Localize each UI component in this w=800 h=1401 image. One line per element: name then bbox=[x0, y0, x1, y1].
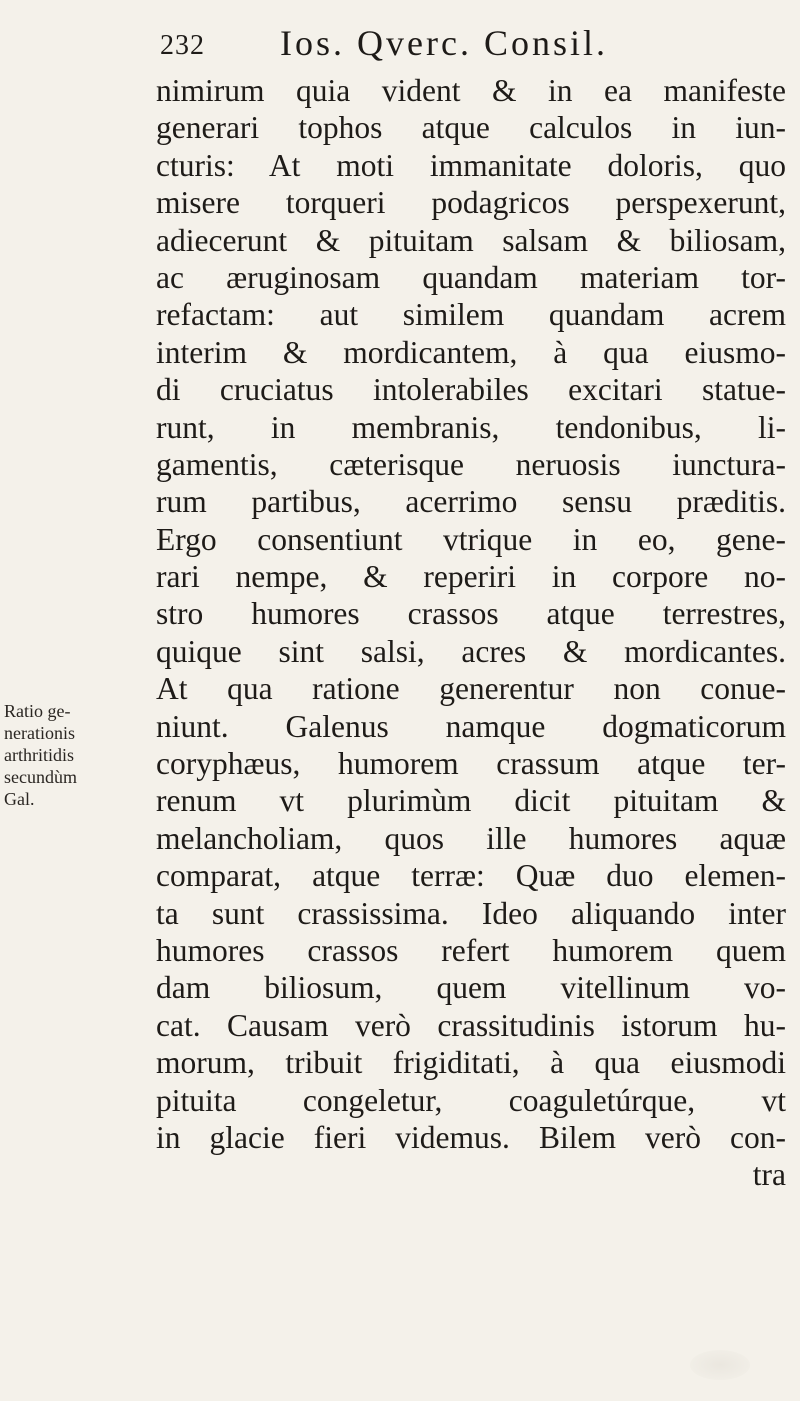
page-number: 232 bbox=[160, 30, 205, 61]
text-line: in glacie fieri videmus. Bilem verò con- bbox=[156, 1119, 786, 1155]
text-line: niunt. Galenus namque dogmaticorum bbox=[156, 708, 786, 744]
text-line: morum, tribuit frigiditati, à qua eiusmodi bbox=[156, 1045, 786, 1081]
text-line: quique sint salsi, acres & mordicantes. bbox=[156, 633, 786, 669]
margin-note-line: Ratio ge- bbox=[4, 701, 71, 721]
text-line: Ergo consentiunt vtrique in eo, gene- bbox=[156, 521, 786, 557]
paper-smudge bbox=[690, 1350, 750, 1380]
text-line: comparat, atque terræ: Quæ duo elemen- bbox=[156, 858, 786, 894]
text-line: misere torqueri podagricos perspexerunt, bbox=[156, 185, 786, 221]
margin-note-line: arthritidis bbox=[4, 745, 74, 765]
margin-note-line: Gal. bbox=[4, 789, 35, 809]
text-line: gamentis, cæterisque neruosis iunctura- bbox=[156, 446, 786, 482]
text-line: renum vt plurimùm dicit pituitam & bbox=[156, 783, 786, 819]
text-line: humores crassos refert humorem quem bbox=[156, 932, 786, 968]
body-text bbox=[156, 72, 786, 1194]
text-line: generari tophos atque calculos in iun- bbox=[156, 110, 786, 146]
text-line: runt, in membranis, tendonibus, li- bbox=[156, 409, 786, 445]
text-line: cturis: At moti immanitate doloris, quo bbox=[156, 147, 786, 183]
text-line: cat. Causam verò crassitudinis istorum hu- bbox=[156, 1007, 786, 1043]
text-line: pituita congeletur, coaguletúrque, vt bbox=[156, 1082, 786, 1118]
margin-note-line: nerationis bbox=[4, 723, 75, 743]
page-header bbox=[160, 22, 720, 66]
text-line: rum partibus, acerrimo sensu præditis. bbox=[156, 484, 786, 520]
text-line: stro humores crassos atque terrestres, bbox=[156, 596, 786, 632]
catchword: tra bbox=[752, 1157, 786, 1193]
text-line: adiecerunt & pituitam salsam & biliosam, bbox=[156, 222, 786, 258]
margin-note bbox=[4, 700, 144, 810]
margin-note-line: secundùm bbox=[4, 767, 77, 787]
text-line: ta sunt crassissima. Ideo aliquando inter bbox=[156, 895, 786, 931]
text-line: interim & mordicantem, à qua eiusmo- bbox=[156, 334, 786, 370]
text-line: nimirum quia vident & in ea manifeste bbox=[156, 73, 786, 108]
text-line: At qua ratione generentur non conue- bbox=[156, 671, 786, 707]
text-line: coryphæus, humorem crassum atque ter- bbox=[156, 746, 786, 782]
text-line: di cruciatus intolerabiles excitari statue- bbox=[156, 372, 786, 408]
text-line: melancholiam, quos ille humores aquæ bbox=[156, 820, 786, 856]
text-line: rari nempe, & reperiri in corpore no- bbox=[156, 559, 786, 595]
text-line: dam biliosum, quem vitellinum vo- bbox=[156, 970, 786, 1006]
text-line: refactam: aut similem quandam acrem bbox=[156, 297, 786, 333]
running-title: Ios. Qverc. Consil. bbox=[280, 23, 608, 63]
text-line: ac æruginosam quandam materiam tor- bbox=[156, 259, 786, 295]
